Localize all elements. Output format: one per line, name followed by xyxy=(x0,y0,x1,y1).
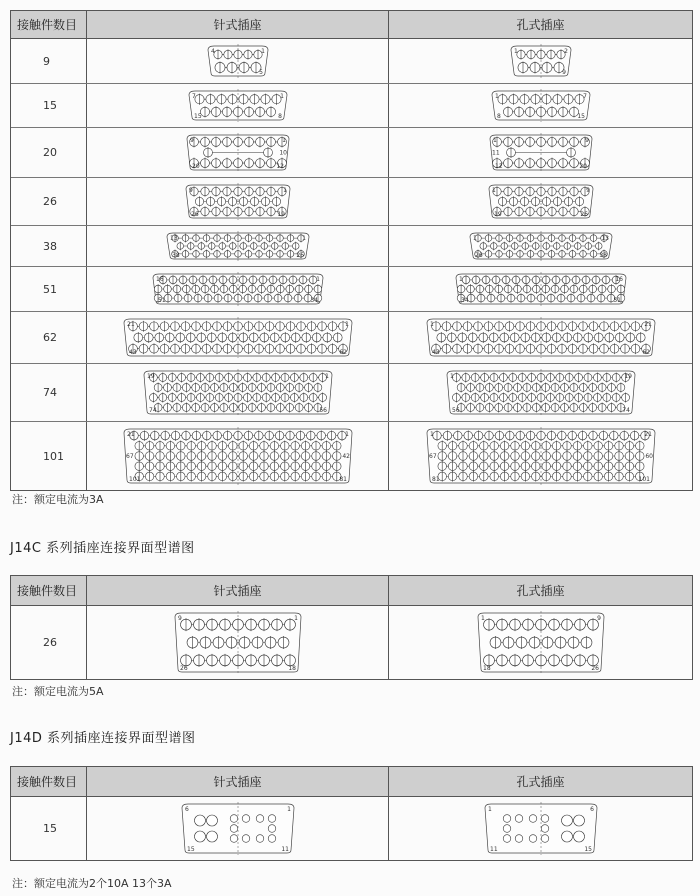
contact-number-label: 26 xyxy=(295,252,304,259)
contact-number-label: 26 xyxy=(590,665,599,672)
contact-count-cell: 15 xyxy=(11,84,87,127)
contact-number-label: 1 xyxy=(492,137,497,144)
contact-number-label: 12 xyxy=(275,163,284,170)
table-header xyxy=(11,767,692,797)
header-hole-socket: 孔式插座 xyxy=(516,584,565,598)
contact-number-label: 1 xyxy=(494,93,499,100)
header-contact-count: 接触件数目 xyxy=(11,767,87,796)
table-row xyxy=(11,84,692,128)
contact-number-label: 81 xyxy=(431,476,440,483)
pin-socket-cell xyxy=(87,606,389,679)
socket-connector-diagram xyxy=(423,426,659,486)
pin-socket-cell xyxy=(87,178,389,225)
contact-3a xyxy=(230,835,238,843)
contact-number-label: 19 xyxy=(146,373,155,380)
contact-number-label: 11 xyxy=(489,846,498,853)
contact-number-label: 1 xyxy=(281,137,286,144)
socket-connector-diagram xyxy=(423,316,659,359)
contact-number-label: 6 xyxy=(589,806,594,813)
contact-number-label: 16 xyxy=(614,276,623,283)
hole-socket-cell xyxy=(389,267,692,311)
pin-socket-cell xyxy=(87,128,389,177)
contact-number-label: 2 xyxy=(563,48,568,55)
pin-connector-diagram xyxy=(149,271,327,307)
contact-number-label: 1 xyxy=(449,373,454,380)
pin-connector-diagram xyxy=(178,801,298,856)
contact-number-label: 62 xyxy=(338,349,347,356)
socket-connector-diagram xyxy=(474,610,608,675)
table-row xyxy=(11,267,692,312)
contact-3a xyxy=(503,825,511,833)
contact-10a xyxy=(561,815,572,826)
contact-count-cell: 26 xyxy=(11,606,87,679)
hole-socket-cell xyxy=(389,226,692,266)
contact-number-label: 43 xyxy=(431,349,440,356)
socket-connector-diagram xyxy=(452,271,630,307)
contact-10a xyxy=(206,815,217,826)
contact-count-cell: 101 xyxy=(11,422,87,490)
contact-number-label: 18 xyxy=(482,665,491,672)
contact-number-label: 20 xyxy=(578,163,587,170)
contact-number-label: 18 xyxy=(287,665,296,672)
socket-connector-diagram xyxy=(481,801,601,856)
contact-number-label: 15 xyxy=(576,113,585,120)
contact-10a xyxy=(573,815,584,826)
header-hole-socket: 孔式插座 xyxy=(516,775,565,789)
contact-number-label: 19 xyxy=(493,211,502,218)
socket-connector-diagram xyxy=(485,182,597,221)
pin-socket-cell xyxy=(87,422,389,490)
table-row xyxy=(11,39,692,84)
table-row xyxy=(11,128,692,178)
contact-number-label: 21 xyxy=(643,431,652,438)
socket-connector-diagram xyxy=(488,88,594,123)
contact-number-label: 21 xyxy=(126,321,135,328)
pin-socket-cell xyxy=(87,797,389,860)
contact-number-label: 11 xyxy=(491,149,500,157)
pin-connector-diagram xyxy=(204,43,272,79)
connector-table-j14c xyxy=(10,575,693,680)
contact-number-label: 20 xyxy=(191,163,200,170)
contact-number-label: 101 xyxy=(128,476,140,483)
contact-3a xyxy=(256,815,264,823)
contact-3a xyxy=(230,825,238,833)
header-contact-count: 接触件数目 xyxy=(11,11,87,38)
hole-socket-cell xyxy=(389,84,692,127)
pin-connector-diagram xyxy=(185,88,291,123)
contact-number-label: 9 xyxy=(177,615,182,622)
contact-number-label: 1 xyxy=(472,235,477,242)
footnote-main: 注：额定电流为3A xyxy=(12,493,104,506)
contact-3a xyxy=(541,835,549,843)
contact-number-label: 9 xyxy=(188,187,193,194)
contact-number-label: 19 xyxy=(276,211,285,218)
contact-number-label: 26 xyxy=(579,211,588,218)
contact-number-label: 16 xyxy=(155,276,164,283)
contact-number-label: 60 xyxy=(644,453,653,460)
pin-connector-diagram xyxy=(171,610,305,675)
contact-3a xyxy=(541,825,549,833)
contact-10a xyxy=(194,831,205,842)
contact-number-label: 1 xyxy=(344,431,349,438)
contact-number-label: 1 xyxy=(282,187,287,194)
contact-number-label: 51 xyxy=(157,297,166,304)
contact-number-label: 81 xyxy=(338,476,347,483)
table-header xyxy=(11,576,692,606)
pin-socket-cell xyxy=(87,84,389,127)
contact-number-label: 62 xyxy=(641,349,650,356)
pin-connector-diagram xyxy=(182,182,294,221)
contact-10a xyxy=(206,831,217,842)
contact-3a xyxy=(529,835,537,843)
contact-number-label: 34 xyxy=(460,297,469,304)
hole-socket-cell xyxy=(389,178,692,225)
contact-number-label: 101 xyxy=(638,476,650,483)
contact-number-label: 1 xyxy=(458,276,463,283)
contact-number-label: 9 xyxy=(585,187,590,194)
contact-number-label: 21 xyxy=(126,431,135,438)
socket-connector-diagram xyxy=(443,368,639,417)
socket-connector-diagram xyxy=(466,230,616,262)
contact-10a xyxy=(561,831,572,842)
table-row xyxy=(11,178,692,226)
table-row xyxy=(11,312,692,364)
section-title-j14c: J14C 系列插座连接界面型谱图 xyxy=(10,541,195,556)
contact-number-label: 1 xyxy=(286,806,291,813)
contact-number-label: 13 xyxy=(600,235,609,242)
contact-number-label: 13 xyxy=(169,235,178,242)
contact-number-label: 56 xyxy=(451,407,460,414)
contact-number-label: 9 xyxy=(596,615,601,622)
contact-number-label: 1 xyxy=(429,431,434,438)
contact-number-label: 26 xyxy=(474,252,483,259)
contact-number-label: 1 xyxy=(491,187,496,194)
contact-3a xyxy=(503,815,511,823)
connector-table-j14d xyxy=(10,766,693,861)
pin-socket-cell xyxy=(87,267,389,311)
contact-count-cell: 51 xyxy=(11,267,87,311)
contact-number-label: 15 xyxy=(186,846,195,853)
contact-number-label: 15 xyxy=(583,846,592,853)
header-pin-socket: 针式插座 xyxy=(87,576,389,605)
contact-number-label: 43 xyxy=(128,349,137,356)
contact-number-label: 7 xyxy=(582,93,587,100)
contact-number-label: 67 xyxy=(428,453,437,460)
table-header xyxy=(11,11,692,39)
footnote-j14d: 注：额定电流为2个10A 13个3A xyxy=(12,877,172,890)
hole-socket-cell xyxy=(389,797,692,860)
pin-connector-diagram xyxy=(163,230,313,262)
contact-count-cell: 38 xyxy=(11,226,87,266)
contact-number-label: 1 xyxy=(487,806,492,813)
contact-number-label: 1 xyxy=(293,615,298,622)
contact-3a xyxy=(230,815,238,823)
table-row xyxy=(11,226,692,267)
contact-number-label: 5 xyxy=(258,69,263,76)
contact-number-label: 74 xyxy=(148,407,157,414)
contact-number-label: 1 xyxy=(429,321,434,328)
hole-socket-cell xyxy=(389,606,692,679)
hole-socket-cell xyxy=(389,364,692,421)
contact-count-cell: 9 xyxy=(11,39,87,83)
contact-number-label: 1 xyxy=(301,235,306,242)
footnote-j14c: 注：额定电流为5A xyxy=(12,685,104,698)
contact-number-label: 9 xyxy=(561,69,566,76)
socket-connector-diagram xyxy=(486,132,596,173)
contact-number-label: 10 xyxy=(278,149,287,157)
contact-number-label: 15 xyxy=(193,113,202,120)
contact-number-label: 26 xyxy=(179,665,188,672)
contact-3a xyxy=(541,815,549,823)
contact-number-label: 4 xyxy=(210,48,215,55)
table-row xyxy=(11,797,692,860)
contact-3a xyxy=(268,835,276,843)
pin-socket-cell xyxy=(87,364,389,421)
contact-number-label: 8 xyxy=(277,113,282,120)
contact-count-cell: 20 xyxy=(11,128,87,177)
pin-connector-diagram xyxy=(183,132,293,173)
table-row xyxy=(11,364,692,422)
contact-3a xyxy=(529,815,537,823)
contact-number-label: 1 xyxy=(324,373,329,380)
contact-number-label: 11 xyxy=(280,846,289,853)
contact-number-label: 12 xyxy=(494,163,503,170)
contact-number-label: 38 xyxy=(598,252,607,259)
contact-3a xyxy=(268,815,276,823)
hole-socket-cell xyxy=(389,422,692,490)
contact-number-label: 38 xyxy=(171,252,180,259)
hole-socket-cell xyxy=(389,39,692,83)
contact-3a xyxy=(242,835,250,843)
contact-number-label: 19 xyxy=(623,373,632,380)
contact-number-label: 67 xyxy=(125,453,134,460)
contact-number-label: 1 xyxy=(480,615,485,622)
contact-10a xyxy=(194,815,205,826)
connector-table-main xyxy=(10,10,693,491)
contact-3a xyxy=(515,835,523,843)
header-pin-socket: 针式插座 xyxy=(87,11,389,38)
hole-socket-cell xyxy=(389,312,692,363)
contact-number-label: 56 xyxy=(318,407,327,414)
contact-number-label: 9 xyxy=(189,137,194,144)
header-pin-socket: 针式插座 xyxy=(87,767,389,796)
contact-count-cell: 62 xyxy=(11,312,87,363)
contact-number-label: 42 xyxy=(341,453,350,460)
contact-number-label: 74 xyxy=(621,407,630,414)
header-hole-socket: 孔式插座 xyxy=(516,18,565,32)
pin-connector-diagram xyxy=(120,426,356,486)
contact-number-label: 9 xyxy=(584,137,589,144)
contact-10a xyxy=(573,831,584,842)
pin-connector-diagram xyxy=(120,316,356,359)
pin-socket-cell xyxy=(87,312,389,363)
contact-number-label: 1 xyxy=(344,321,349,328)
contact-3a xyxy=(268,825,276,833)
contact-number-label: 26 xyxy=(190,211,199,218)
table-row xyxy=(11,606,692,679)
contact-number-label: 51 xyxy=(612,297,621,304)
socket-connector-diagram xyxy=(507,43,575,79)
contact-count-cell: 26 xyxy=(11,178,87,225)
contact-3a xyxy=(242,815,250,823)
contact-number-label: 7 xyxy=(191,93,196,100)
contact-3a xyxy=(515,815,523,823)
contact-number-label: 1 xyxy=(260,48,265,55)
contact-number-label: 6 xyxy=(184,806,189,813)
contact-number-label: 34 xyxy=(309,297,318,304)
pin-socket-cell xyxy=(87,226,389,266)
table-row xyxy=(11,422,692,490)
section-title-j14d: J14D 系列插座连接界面型谱图 xyxy=(10,731,196,746)
contact-number-label: 8 xyxy=(496,113,501,120)
pin-socket-cell xyxy=(87,39,389,83)
contact-number-label: 21 xyxy=(643,321,652,328)
contact-number-label: 1 xyxy=(279,93,284,100)
hole-socket-cell xyxy=(389,128,692,177)
contact-number-label: 1 xyxy=(513,48,518,55)
pin-connector-diagram xyxy=(140,368,336,417)
contact-count-cell: 74 xyxy=(11,364,87,421)
contact-number-label: 1 xyxy=(315,276,320,283)
contact-3a xyxy=(256,835,264,843)
contact-count-cell: 15 xyxy=(11,797,87,860)
header-contact-count: 接触件数目 xyxy=(11,576,87,605)
contact-3a xyxy=(503,835,511,843)
